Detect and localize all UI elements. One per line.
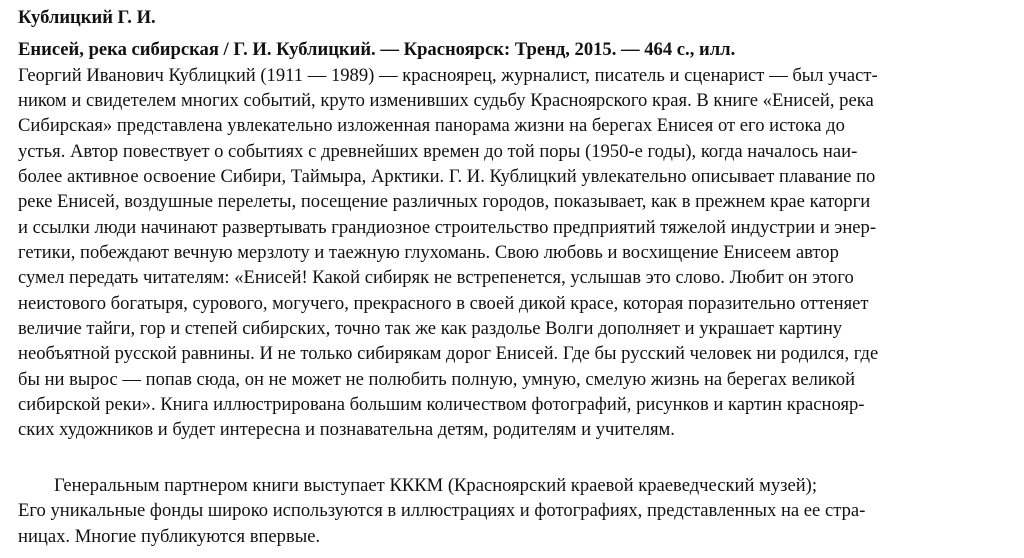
annotation-line: ником и свидетелем многих событий, круто изменивших судьбу Красноярского края. В книге «Енисей, река [18, 90, 874, 111]
annotation-line: необъятной русской равнины. И не только сибирякам дорог Енисей. Где бы русский человек ни родился, где [18, 343, 879, 364]
annotation-line: гетики, побеждают вечную мерзлоту и таежную глухомань. Свою любовь и восхищение Енисеем автор [18, 242, 839, 263]
partner-line: ницах. Многие публикуются впервые. [18, 526, 321, 547]
annotation-line: и ссылки люди начинают развертывать грандиозное строительство предприятий тяжелой индустрии и энер- [18, 217, 877, 238]
partner-line: Генеральным партнером книги выступает КККМ (Красноярский краевой краеведческий музей); [54, 475, 818, 496]
annotation-line: более активное освоение Сибири, Таймыра, Арктики. Г. И. Кублицкий увлекательно описывает плавание по [18, 166, 876, 187]
annotation-line: реке Енисей, воздушные перелеты, посещение различных городов, показывает, как в прежнем крае каторги [18, 191, 871, 212]
annotation-line: величие тайги, гор и степей сибирских, точно так же как раздолье Волги дополняет и украшает картину [18, 318, 843, 339]
annotation-line: сибирской реки». Книга иллюстрирована большим количеством фотографий, рисунков и картин краснояр- [18, 394, 865, 415]
partner-line: Его уникальные фонды широко используются в иллюстрациях и фотографиях, представленных на ее стра- [18, 500, 866, 521]
annotation-line: Сибирская» представлена увлекательно изложенная панорама жизни на берегах Енисея от его истока до [18, 115, 845, 136]
annotation-line: сумел передать читателям: «Енисей! Какой сибиряк не встрепенется, услышав это слово. Любит он этого [18, 267, 854, 288]
annotation-line: Георгий Иванович Кублицкий (1911 — 1989) — красноярец, журналист, писатель и сценарист — был участ- [18, 65, 878, 86]
author-heading: Кублицкий Г. И. [18, 7, 156, 28]
annotation-line: неистового богатыря, сурового, могучего, прекрасного в своей дикой красе, которая поразительно оттеняет [18, 293, 869, 314]
annotation-line: устья. Автор повествует о событиях с древнейших времен до той поры (1950-е годы), когда началось наи- [18, 141, 858, 162]
annotation-line: ских художников и будет интересна и познавательна детям, родителям и учителям. [18, 419, 675, 440]
bibliographic-citation: Енисей, река сибирская / Г. И. Кублицкий. — Красноярск: Тренд, 2015. — 464 с., илл. [18, 39, 736, 60]
annotation-line: бы ни вырос — попав сюда, он не может не полюбить полную, умную, смелую жизнь на берегах великой [18, 369, 856, 390]
